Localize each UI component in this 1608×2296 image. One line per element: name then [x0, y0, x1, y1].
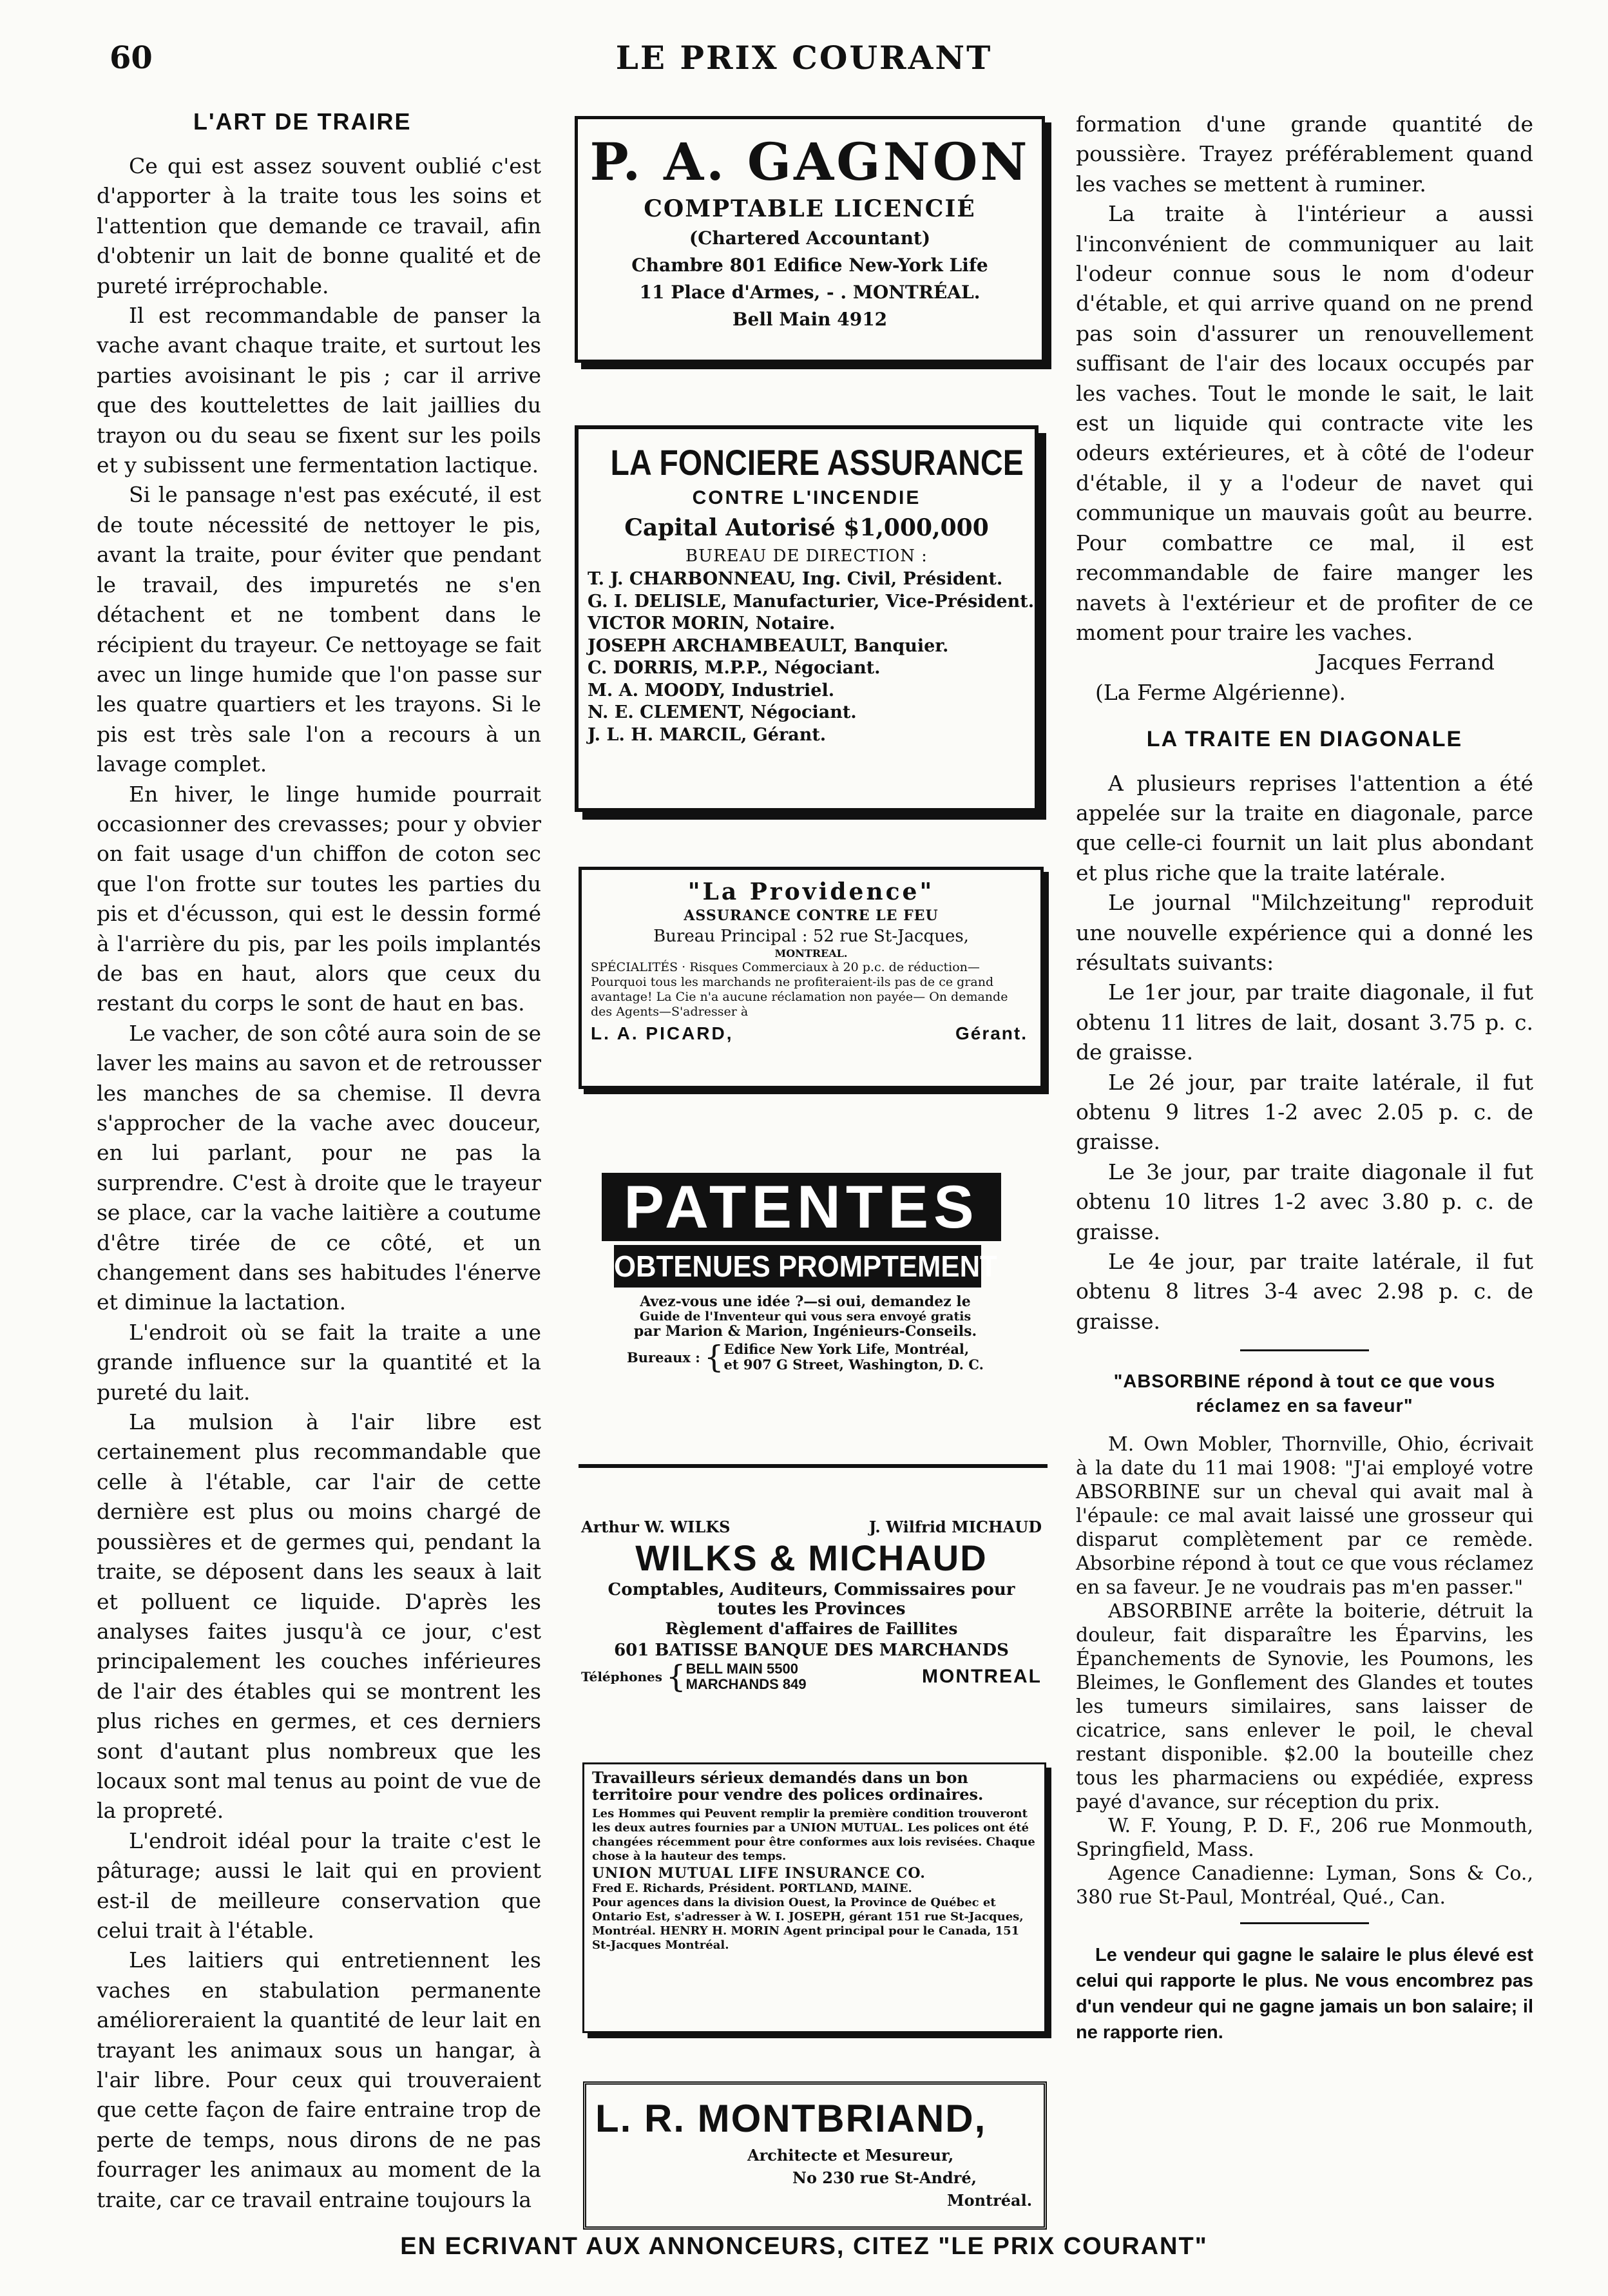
ad-patentes-bureaux-label: Bureaux :: [627, 1349, 700, 1365]
left-article-body: [97, 151, 541, 2215]
article-paragraph: Le journal "Milchzeitung" reproduit une nouvelle expérience qui a donné les résultats suivants:: [1076, 890, 1533, 975]
ad-patentes-brace-icon: {: [704, 1339, 724, 1375]
article-paragraph: Les laitiers qui entretiennent les vaches en stabulation permanente amélioreraient la quantité de leur lait en trayant les animaux sous un hangar, à l'air libre. Pour ceux qui trouveraient que cette façon de faire entraine trop de perte de temps, nous dirons de ne pas fourrager les animaux au moment de la traite, car ce travail entraine toujours la: [97, 1947, 541, 2212]
ad-fonciere-name: LA FONCIERE ASSURANCE: [610, 442, 1024, 483]
article-paragraph: Le 3e jour, par traite diagonale il fut obtenu 10 litres 1-2 avec 3.80 p. c. de graisse.: [1076, 1159, 1533, 1244]
ad-providence: [579, 867, 1044, 1089]
ad-gagnon-title: COMPTABLE LICENCIÉ: [644, 195, 976, 222]
ad-patentes-bureau2: et 907 G Street, Washington, D. C.: [723, 1356, 984, 1373]
ad-union-headline: Travailleurs sérieux demandés dans un bon territoire pour vendre des polices ordinaires.: [592, 1768, 984, 1804]
ad-wilks-line2: toutes les Provinces: [717, 1599, 906, 1619]
ad-wilks-phone-numbers: [686, 1661, 807, 1692]
article-source: (La Ferme Algérienne).: [1095, 679, 1346, 705]
ad-providence-line: ASSURANCE CONTRE LE FEU: [684, 907, 939, 924]
ad-providence-specialites: SPÉCIALITÉS · Risques Commerciaux à 20 p.c. de réduction— Pourquoi tous les marchands ne profiteraient-ils pas de ce grand avantage! La Cie n'a aucune réclamation non payée— On demande des Agents—S'adresser à: [591, 960, 1008, 1019]
article-paragraph: Ce qui est assez souvent oublié c'est d'apporter à la traite tous les soins et l'attention que demande ce travail, afin d'obtenir un lait de bonne qualité et de pureté irréprochable.: [97, 153, 541, 298]
ad-patentes-text2: Guide de l'Inventeur qui vous sera envoyé gratis: [639, 1309, 972, 1324]
ad-fonciere-director: J. L. H. MARCIL, Gérant.: [588, 724, 827, 745]
article-paragraph: A plusieurs reprises l'attention a été appelée sur la traite en diagonale, parce que celle-ci fournit un lait plus abondant et plus riche que la traite latérale.: [1076, 770, 1533, 885]
ad-montbriand: [583, 2081, 1047, 2230]
ad-providence-role: Gérant.: [955, 1023, 1028, 1043]
ad-fonciere-director: JOSEPH ARCHAMBEAULT, Banquier.: [588, 635, 949, 656]
article-paragraph: formation d'une grande quantité de poussière. Trayez préférablement quand les vaches se mettent à ruminer.: [1076, 111, 1533, 197]
ad-wilks-city: MONTREAL: [922, 1666, 1042, 1687]
ad-wilks-phones: [575, 1659, 1048, 1695]
article-paragraph: Si le pansage n'est pas exécuté, il est de toute nécessité de nettoyer le pis, avant la traite, pour éviter que pendant le travail, des impuretés ne s'en détachent et ne tombent dans le récipient du trayeur. Ce nettoyage se fait avec un linge humide que l'on passe sur les quatre quartiers et les trayons. Si le pis est très sale l'on a recours à un lavage complet.: [97, 482, 541, 777]
ad-union-company: UNION MUTUAL LIFE INSURANCE CO.: [592, 1865, 926, 1882]
spacer: [1076, 708, 1533, 724]
article-paragraph: En hiver, le linge humide pourrait occasionner des crevasses; pour y obvier on fait usage d'un chiffon de coton sec que l'on frotte sur toutes les parties du pis et d'écusson, qui est le dessin formé à l'arrière du pis, par les poils implantés de bas en haut, alors que ceux du restant du corps le sont de haut en bas.: [97, 781, 541, 1016]
article-paragraph: La traite à l'intérieur a aussi l'inconvénient de communiquer au lait l'odeur connue sous le nom d'odeur d'étable, et qui arrive quand on ne prend pas soin d'assurer un renouvellement suffisant de l'air des locaux occupés par les vaches. Tout le monde le sait, le lait est un liquide qui contracte vite les odeurs extérieures, et à côté de l'odeur d'étable, il y a l'odeur de navet qui communique un mauvais goût au beurre. Pour combattre ce mal, il est recommandable de faire manger les navets à l'extérieur et de profiter de ce moment pour traire les vaches.: [1076, 201, 1533, 645]
ad-union-mutual: [582, 1762, 1046, 2033]
ad-wilks-partner1: Arthur W. WILKS: [581, 1518, 731, 1536]
ad-wilks-phone-label: Téléphones: [581, 1669, 663, 1684]
right-column: [1076, 110, 1533, 2045]
ad-wilks-line1: Comptables, Auditeurs, Commissaires pour: [608, 1580, 1015, 1599]
ad-patentes: [599, 1173, 1011, 1405]
ad-patentes-addresses: [723, 1342, 983, 1373]
ad-fonciere-director: G. I. DELISLE, Manufacturier, Vice-Président.: [588, 591, 1035, 612]
article-paragraph: La mulsion à l'air libre est certainement plus recommandable que celle à l'étable, car l'air de cette dernière est plus ou moins chargé de poussières et de germes qui, pendant la traite, se déposent dans les seaux à lait et polluent ce liquide. D'après les analyses faites jusqu'à ce jour, c'est principalement les couches inférieures de l'air des étables qui se montrent les plus riches en germes, et ces derniers sont d'autant plus nombreux que les locaux sont mal tenus au point de vue de la propreté.: [97, 1409, 541, 1824]
absorbine-paragraph: ABSORBINE arrête la boiterie, détruit la douleur, fait disparaître les Éparvins, les Épanchements de Synovie, les Poumons, les Bleimes, le Gonflement des Glandes et toutes les tumeurs similaires, sans laisser de cicatrice, sans enlever le poil, le cheval restant disponible. $2.00 la bouteille chez tous les pharmaciens ou expédiée, express payé d'avance, sur réception du prix.: [1076, 1600, 1533, 1814]
ad-patentes-text1: Avez-vous une idée ?—si oui, demandez le: [640, 1293, 971, 1310]
ad-fonciere-director: VICTOR MORIN, Notaire.: [588, 613, 836, 633]
ad-wilks-name: WILKS & MICHAUD: [635, 1538, 988, 1578]
closing-note: Le vendeur qui gagne le salaire le plus élevé est celui qui rapporte le plus. Ne vous encombrez pas d'un vendeur qui ne gagne jamais un bon salaire; il ne rapporte rien.: [1076, 1945, 1533, 2043]
ad-gagnon-address1: Chambre 801 Edifice New-York Life: [631, 255, 988, 276]
page-footer: EN ECRIVANT AUX ANNONCEURS, CITEZ "LE PRIX COURANT": [400, 2233, 1208, 2260]
page-number: 60: [110, 40, 153, 76]
article-paragraph: L'endroit idéal pour la traite c'est le pâturage; aussi le lait qui en provient est-il de meilleure conservation que celui trait à l'étable.: [97, 1828, 541, 1943]
absorbine-paragraph: M. Own Mobler, Thornville, Ohio, écrivait à la date du 11 mai 1908: "J'ai employé votre ABSORBINE sur un cheval qui avait mal à l'épaule: ce mal avait laissé une grosseur qui disparut complètement par ce remède. Absorbine répond à tout ce que vous réclamez en sa faveur. Je ne voudrais pas m'en passer.": [1076, 1433, 1533, 1599]
ad-fonciere-director: N. E. CLEMENT, Négociant.: [588, 702, 857, 722]
ad-patentes-bureaux: [599, 1339, 1011, 1375]
ad-wilks-line3: Règlement d'affaires de Faillites: [665, 1619, 958, 1638]
article-title-traite-diagonale: LA TRAITE EN DIAGONALE: [1146, 727, 1463, 752]
article-paragraph: Le 4e jour, par traite latérale, il fut obtenu 8 litres 3-4 avec 2.98 p. c. de graisse.: [1076, 1249, 1533, 1334]
absorbine-paragraph: Agence Canadienne: Lyman, Sons & Co., 380 rue St-Paul, Montréal, Qué., Can.: [1076, 1862, 1533, 1909]
ad-montbriand-address: No 230 rue St-André,: [792, 2168, 977, 2187]
ad-providence-office: Bureau Principal : 52 rue St-Jacques,: [653, 927, 969, 946]
ad-gagnon-name: P. A. GAGNON: [589, 131, 1030, 192]
article-signature: Jacques Ferrand: [1317, 650, 1495, 675]
ad-patentes-subheadline: OBTENUES PROMPTEMENT: [614, 1245, 981, 1288]
article-title-absorbine: "ABSORBINE répond à tout ce que vous réclamez en sa faveur": [1113, 1371, 1496, 1417]
divider-rule: [579, 1464, 1048, 1468]
ad-fonciere-director: M. A. MOODY, Industriel.: [588, 680, 835, 700]
divider-rule: [1240, 1922, 1369, 1924]
ad-providence-city: MONTREAL.: [774, 947, 848, 960]
ad-wilks-partner2: J. Wilfrid MICHAUD: [868, 1518, 1042, 1536]
ad-wilks-address: 601 BATISSE BANQUE DES MARCHANDS: [614, 1641, 1009, 1660]
ad-union-agencies: Pour agences dans la division Ouest, la Province de Québec et Ontario Est, s'adresser à W. I. JOSEPH, gérant 151 rue St-Jacques, Montréal. HENRY H. MORIN Agent principal pour le Canada, 151 St-Jacques Montréal.: [592, 1896, 1024, 1952]
divider-rule: [1240, 1349, 1369, 1351]
article-paragraph: Le vacher, de son côté aura soin de se laver les mains au savon et de retrousser les manches de sa chemise. Il devra s'approcher de la vache avec douceur, en lui parlant, pour ne pas la surprendre. C'est à droite que le trayeur se place, car la vache laitière a coutume d'être tirée de ce côté, et un changement dans ses habitudes l'énerve et diminue la lactation.: [97, 1020, 541, 1315]
ad-providence-agent: L. A. PICARD,: [591, 1023, 734, 1043]
ad-wilks-brace-icon: {: [666, 1659, 686, 1695]
ad-patentes-headline: PATENTES: [602, 1173, 1001, 1241]
article-paragraph: Il est recommandable de panser la vache avant chaque traite, et surtout les parties avoisinant le pis ; car il arrive que des kouttelettes de lait jaillies du trayon ou du seau se fixent sur les poils et y subissent une fermentation lactique.: [97, 303, 541, 478]
absorbine-paragraph: W. F. Young, P. D. F., 206 rue Monmouth, Springfield, Mass.: [1076, 1815, 1533, 1862]
ad-patentes-bureau1: Edifice New York Life, Montréal,: [723, 1341, 970, 1357]
ad-gagnon-phone: Bell Main 4912: [732, 309, 888, 330]
ad-montbriand-title: Architecte et Mesureur,: [747, 2146, 954, 2165]
ad-montbriand-name: L. R. MONTBRIAND,: [595, 2097, 987, 2140]
ad-patentes-text3: par Marion & Marion, Ingénieurs-Conseils.: [633, 1323, 977, 1340]
ad-fonciere-capital: Capital Autorisé $1,000,000: [624, 514, 989, 541]
ad-fonciere-director: C. DORRIS, M.P.P., Négociant.: [588, 658, 881, 678]
ad-fonciere-director: T. J. CHARBONNEAU, Ing. Civil, Président.: [588, 569, 1003, 589]
ad-wilks-michaud: [575, 1518, 1048, 1737]
article-paragraph: Le 1er jour, par traite diagonale, il fut obtenu 11 litres de lait, dosant 3.75 p. c. de graisse.: [1076, 979, 1533, 1065]
ad-union-president: Fred E. Richards, Président. PORTLAND, MAINE.: [592, 1882, 912, 1895]
ad-gagnon: [575, 116, 1045, 363]
running-title: LE PRIX COURANT: [615, 39, 993, 77]
article-title-art-de-traire: L'ART DE TRAIRE: [193, 108, 412, 135]
ad-union-body: Les Hommes qui Peuvent remplir la première condition trouveront les deux autres fournies par a UNION MUTUAL. Les polices ont été changées récemment pour être conformes aux lois revisées. Chaque chose à la hauteur des temps.: [592, 1807, 1035, 1863]
ad-fonciere-bureau: BUREAU DE DIRECTION :: [685, 546, 928, 566]
ad-fonciere: [575, 425, 1038, 812]
ad-wilks-phone1: BELL MAIN 5500: [685, 1661, 798, 1677]
ad-providence-footer: [582, 1019, 1040, 1044]
article-paragraph: Le 2é jour, par traite latérale, il fut obtenu 9 litres 1-2 avec 2.05 p. c. de graisse.: [1076, 1069, 1533, 1155]
ad-wilks-phone2: MARCHANDS 849: [685, 1676, 807, 1692]
ad-montbriand-city: Montréal.: [947, 2191, 1033, 2210]
ad-fonciere-line: CONTRE L'INCENDIE: [692, 487, 921, 508]
ad-gagnon-subtitle: (Chartered Accountant): [689, 227, 931, 249]
ad-providence-name: "La Providence": [687, 878, 935, 905]
ad-wilks-partners: [575, 1518, 1048, 1536]
ad-gagnon-address2: 11 Place d'Armes, - . MONTRÉAL.: [639, 282, 981, 303]
article-paragraph: L'endroit où se fait la traite a une grande influence sur la quantité et la pureté du lait.: [97, 1319, 541, 1405]
